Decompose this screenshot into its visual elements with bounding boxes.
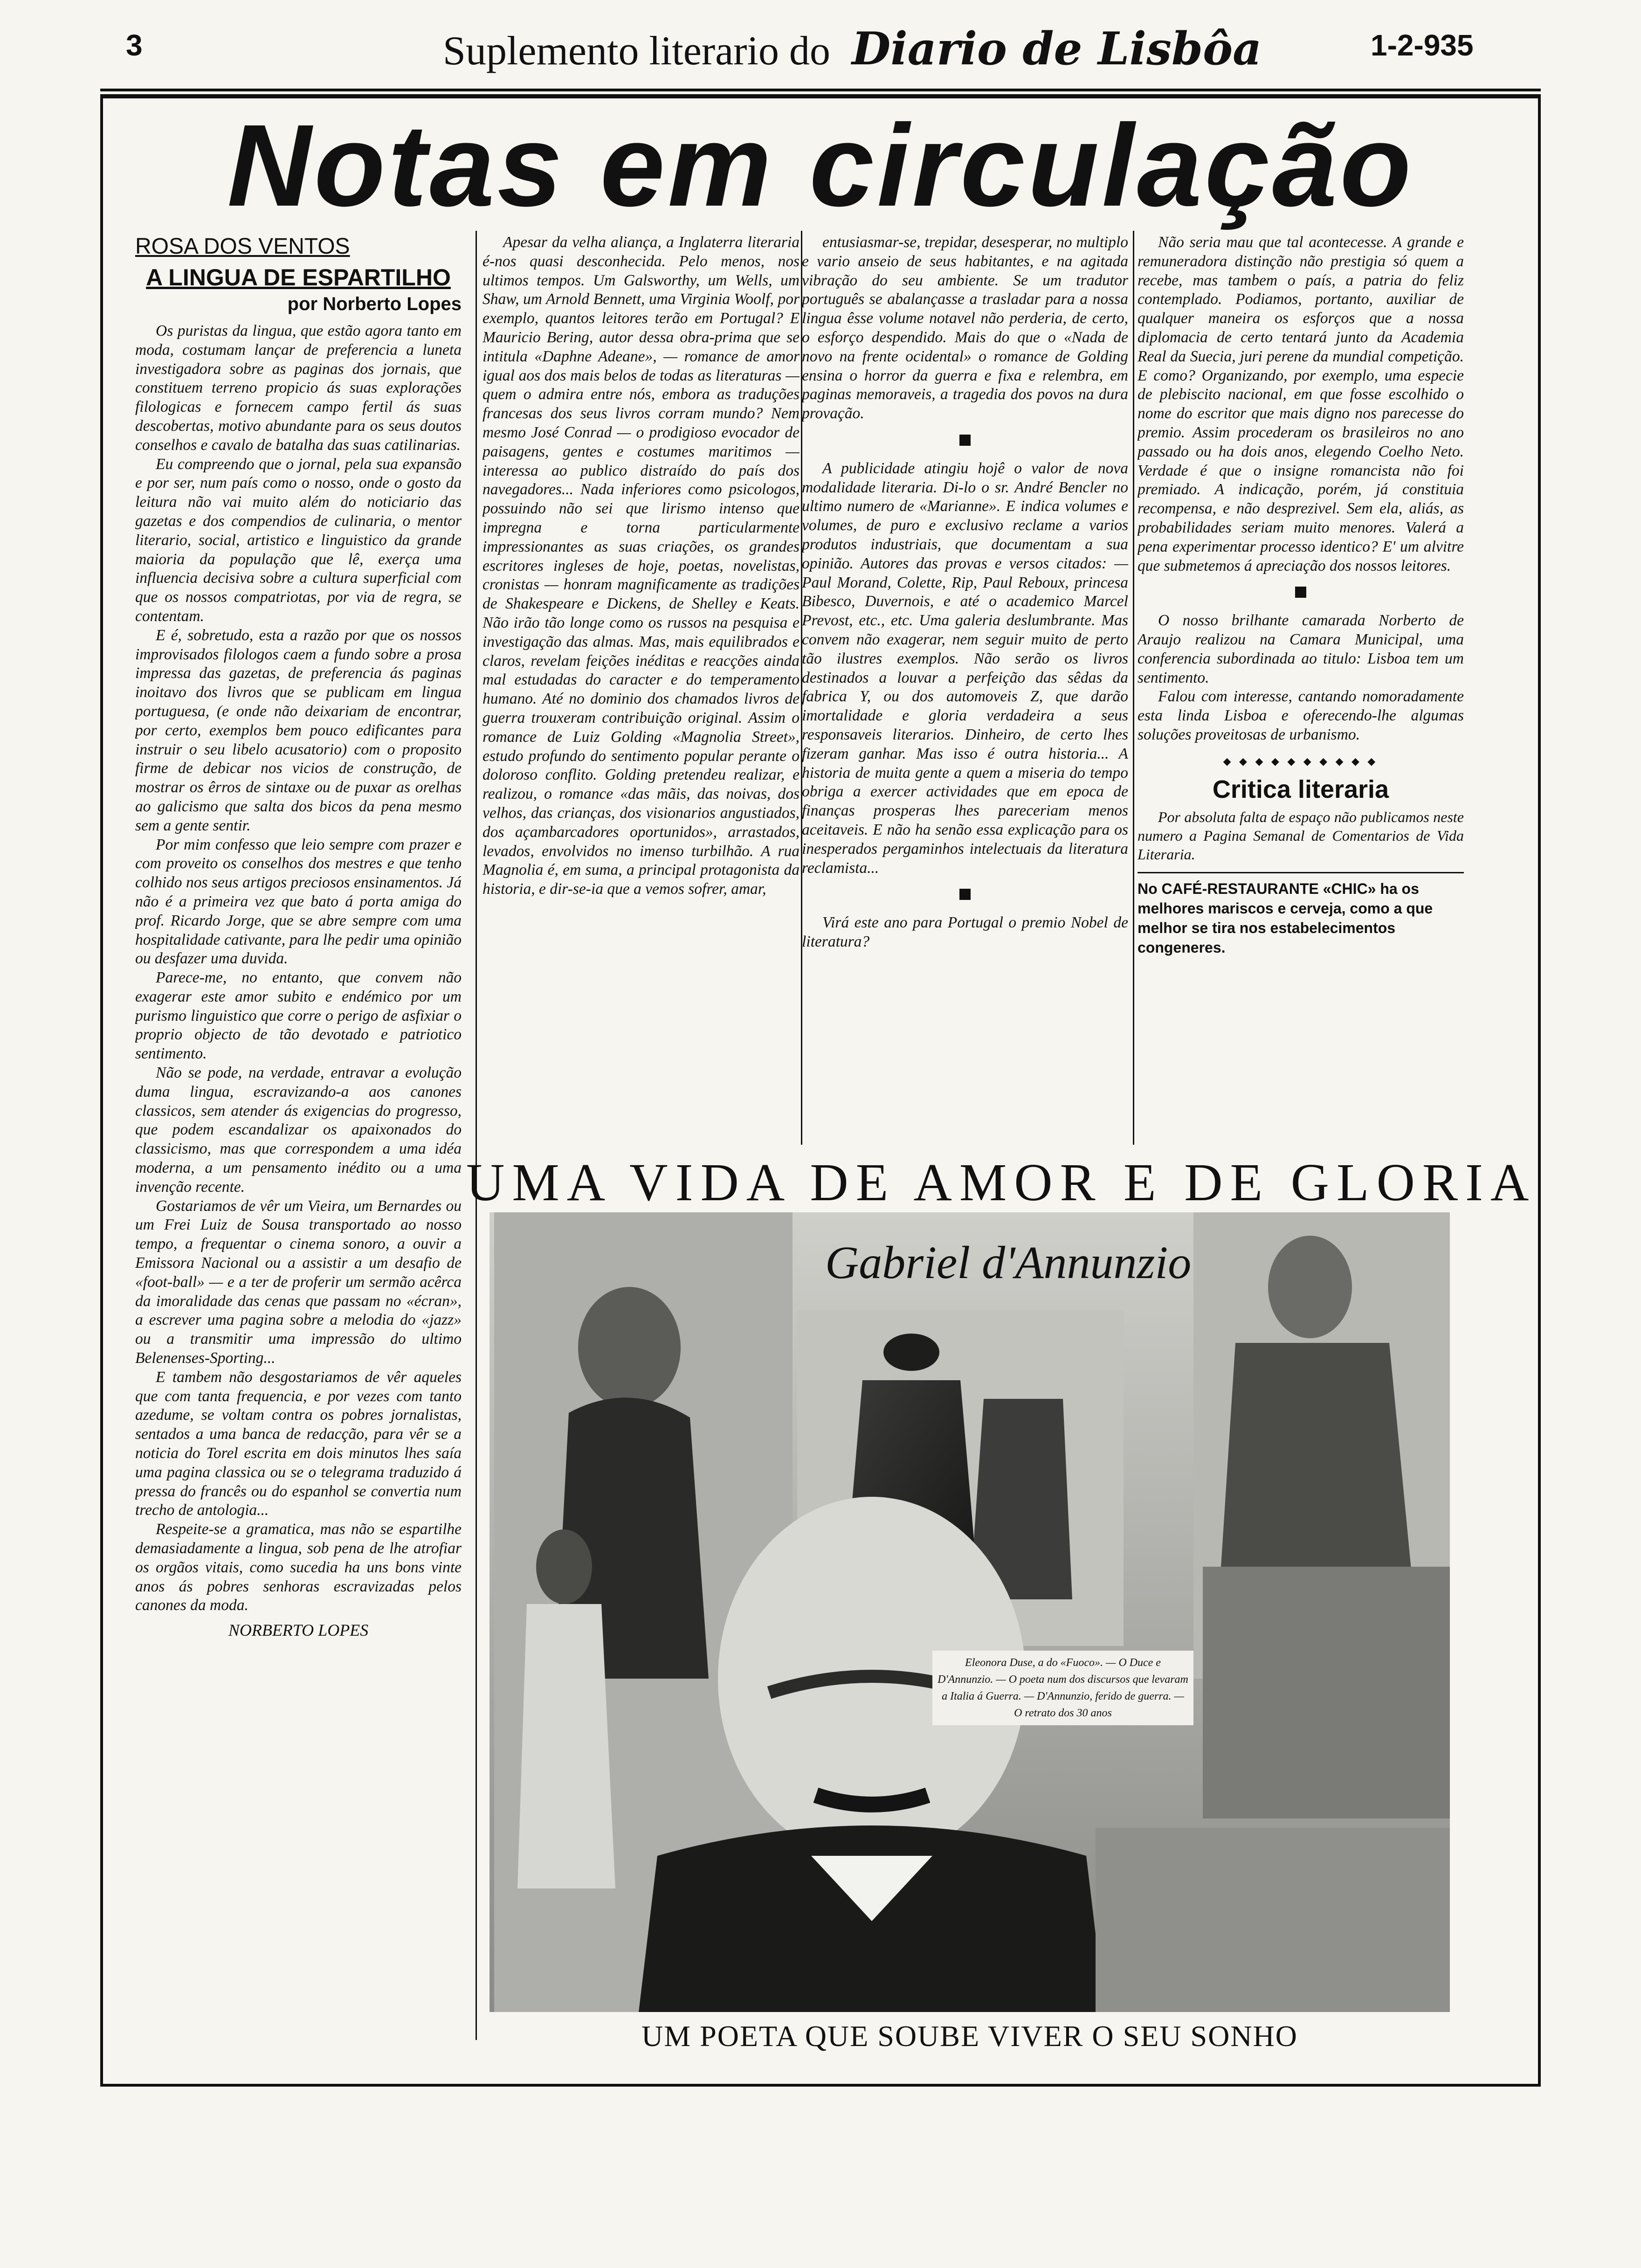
paragraph: Falou com interesse, cantando nomoradamente esta linda Lisboa e oferecendo-lhe algumas soluções proveitosas de urbanismo. — [1138, 688, 1464, 743]
paragraph: entusiasmar-se, trepidar, desesperar, no multiplo e vario anseio de seus habitantes, e na agitada vibração do seu ambiente. Se um tradutor português se abalançasse a trasladar para a nossa lingua êsse volume notavel não perderia, de certo, o esforço despendido. Mais do que o «Nada de novo na frente ocidental» o romance de Golding ensina o horror da guerra e fixa e relembra, em paginas memoraveis, a tragedia dos povos na dura provação. — [802, 234, 1128, 422]
page-headline: Notas em circulação — [227, 100, 1414, 230]
paragraph: Apesar da velha aliança, a Inglaterra literaria é-nos quasi desconhecida. Pelo menos, nos ultimos tempos. Um Galsworthy, um Wells, um Shaw, um Arnold Bennett, uma Virginia Woolf, por exemplo, quantos leitores terão em Portugal? E Mauricio Bering, autor dessa obra-prima que se intitula «Daphne Adeane», — romance de amor igual aos dos mais belos de todas as literaturas — quem o admira entre nós, embora as traduções francesas dos seus livros corram mundo? Nem mesmo José Conrad — o prodigioso evocador de paisagens, gentes e costumes maritimos — interessa ao publico distraído do país dos navegadores... Nada inferiores como psicologos, possuindo não sei que lirismo intenso que impregna e torna particularmente impressionantes as suas criações, os grandes escritores ingleses de hoje, poetas, novelistas, cronistas — honram magnificamente as tradições de Shakespeare e Dickens, de Shelley e Keats. Não irão tão longe como os russos na pesquisa e investigação das almas. Mas, mais equilibrados e claros, revelam feições inéditas e reacções ainda mal estudadas do caracter e do temperamento humano. Até no dominio dos chamados livros de guerra trouxeram contribuição original. Assim o romance de Luiz Golding «Magnolia Street», estudo profundo do sentimento popular perante o doloroso conflito. Golding pretendeu realizar, e realizou, o romance «das mãis, das noivas, dos velhos, das crianças, dos visionarios angustiados, dos açambarcadores oportunidos», arrastados, levados, envolvidos no imenso turbilhão. A rua Magnolia é, em suma, a principal protagonista da historia, e dir-se-ia que a vemos sofrer, amar, — [483, 234, 800, 898]
paragraph: A publicidade atingiu hojê o valor de nova modalidade literaria. Di-lo o sr. André Bencler no ultimo numero de «Marianne». E indica volumes e volumes, de puro e exclusivo reclame a varios produtos industriais, que documentam a sua opinião. Autores das provas e versos citados: — Paul Morand, Colette, Rip, Paul Reboux, princesa Bibesco, Duvernois, e até o academico Marcel Prevost, etc., etc. Uma galeria deslumbrante. Mas convem não exagerar, nem seguir muito de perto tão ilustres exemplos. Não serão os livros destinados a louvar a perfeição das sêdas da fabrica Y, ou dos automoveis Z, que darão imortalidade e gloria verdadeira a seus responsaveis literarios. Dinheiro, de certo lhes fizeram ganhar. Mas isso é outra historia... A historia de muita gente a quem a miseria do tempo obriga a exercer actividades que em epoca de finanças prosperas lhes pareceriam menos aceitaveis. E não ha senão essa explicação para os inesperados pergaminhos intelectuais da literatura reclamista... — [802, 459, 1128, 877]
section-kicker: ROSA DOS VENTOS — [135, 234, 350, 259]
paragraph: Por mim confesso que leio sempre com prazer e com proveito os conselhos dos mestres e que tenho colhido nos seus artigos preciosos ensinamentos. Já não é a primeira vez que bato á porta amiga do prof. Ricardo Jorge, que se abre sempre com uma hospitalidade cativante, para lhe pedir uma opinião ou desfazer uma duvida. — [135, 836, 462, 968]
duse-figure — [578, 1287, 681, 1408]
feature-title: UMA VIDA DE AMOR E DE GLORIA — [466, 1153, 1537, 1212]
article-signature: NORBERTO LOPES — [228, 1621, 369, 1640]
decorative-rule: ◆ ◆ ◆ ◆ ◆ ◆ ◆ ◆ ◆ ◆ — [1223, 755, 1379, 767]
section-separator — [802, 432, 1128, 451]
soldier-coat — [517, 1604, 615, 1888]
article-column-4 — [1138, 233, 1464, 1147]
paragraph: Parece-me, no entanto, que convem não exagerar este amor subito e endémico por um purismo linguistico que corre o perigo de asfixiar o proprio objecto de tão devotado e patriotico sentimento. — [135, 969, 462, 1063]
critica-notice: Por absoluta falta de espaço não publicamos neste numero a Pagina Semanal de Comentarios de Vida Literaria. — [1138, 808, 1464, 863]
paragraph: Eu compreendo que o jornal, pela sua expansão e por ser, num país como o nosso, onde o gosto da leitura não vai muito além do noticiario das gazetas e dos compendios de culinaria, o mentor literario, social, artistico e linguistico da grande maioria da população que lê, exerça uma influencia decisiva sobre a cultura superficial com que os nossos compatriotas, por via de regra, se contentam. — [135, 455, 462, 625]
article-column-1 — [135, 233, 462, 2042]
photo-collage — [490, 1212, 1450, 2012]
paragraph: Gostariamos de vêr um Vieira, um Bernardes ou um Frei Luiz de Sousa transportado ao nosso tempo, a frequentar o cinema sonoro, a ouvir a Emissora Nacional ou a assistir a um desafio de «foot-ball» — e a ter de proferir um sermão acêrca da imoralidade das cenas que passam no «écran», a escrever uma pagina sobre a melodia do «jazz» ou a transmitir uma impressão do ultimo Belenenses-Sporting... — [135, 1197, 462, 1367]
critica-title: Critica literaria — [1212, 775, 1389, 803]
issue-date: 1-2-935 — [1371, 28, 1474, 62]
poet-head-figure — [1268, 1236, 1352, 1338]
speech-photo-panel — [1203, 1567, 1450, 1819]
feature-subtitle: UM POETA QUE SOUBE VIVER O SEU SONHO — [641, 2019, 1298, 2053]
newspaper-name: Diario de Lisbôa — [851, 22, 1262, 75]
restaurant-advert: No CAFÉ-RESTAURANTE «CHIC» ha os melhores mariscos e cerveja, como a que melhor se tira nos estabelecimentos congeneres. — [1138, 872, 1464, 957]
collage-illustration — [490, 1212, 1450, 2012]
photo-title: Gabriel d'Annunzio — [825, 1237, 1192, 1288]
paragraph: E é, sobretudo, esta a razão por que os nossos improvisados filologos caem a fundo sobre a prosa impressa das gazetas, de preferencia ás paginas inoitavo dos livros que se publicam em lingua portuguesa, (e onde não deixariam de encontrar, por certo, exemplos bem pouco edificantes para instruir o seu libelo acusatorio) com o proposito firme de debicar nos vicios de construção, de mostrar os êrros de sintaxe ou de puxar as orelhas ao galicismo que salta dos bicos da pena mesmo sem a gente sentir. — [135, 626, 462, 834]
paragraph: Respeite-se a gramatica, mas não se espartilhe demasiadamente a lingua, sob pena de lhe atrofiar os orgãos vitais, como sucedia ha uns bons vinte anos ás pobres senhoras escravizadas pelos canones da moda. — [135, 1521, 462, 1614]
supplement-label: Suplemento literario do — [443, 28, 830, 74]
section-separator — [802, 886, 1128, 905]
article-column-2 — [483, 233, 800, 1147]
portrait-moustache — [816, 1795, 928, 1805]
article-byline: por Norberto Lopes — [287, 294, 462, 314]
column-rule — [1133, 231, 1134, 1145]
paragraph: E tambem não desgostariamos de vêr aqueles que com tanta frequencia, e por vezes com tanto azedume, se voltam contra os pobres jornalistas, sentados a uma banca de redacção, para vêr se a noticia do Torel escrita em dois minutos lhes saía uma pagina classica ou se o telegrama traduzido á pressa do francês ou do espanhol se convertia num trecho de antologia... — [135, 1368, 462, 1519]
paragraph: Não seria mau que tal acontecesse. A grande e remuneradora distinção não prestigia só quem a recebe, mas tambem o país, a patria do feliz contemplado. Podiamos, portanto, auxiliar de qualquer maneira os esforços que a nossa diplomacia de certo tentará junto da Academia Real da Suecia, juri perene da mundial competição. E como? Organizando, por exemplo, uma especie de plebiscito nacional, em que fosse escolhido o nome do escritor que mais digno nos parecesse do premio. Assim procederam os brasileiros no ano passado ou ha dois anos, elegendo Coelho Neto. Verdade é que o insigne romancista não foi premiado. A indicação, porém, já constituia recompensa, e não desprezivel. Sem ela, aliás, as probabilidades seriam muito menores. Valerá a pena experimentar processo identico? E' um alvitre que submetemos á apreciação dos nossos leitores. — [1138, 234, 1464, 574]
soldier-figure — [536, 1529, 592, 1604]
running-head — [443, 22, 1262, 75]
hat-figure — [883, 1334, 939, 1371]
rooftops-photo-panel — [1096, 1828, 1450, 2012]
article-title: A LINGUA DE ESPARTILHO — [146, 264, 451, 290]
paragraph: Os puristas da lingua, que estão agora tanto em moda, costumam lançar de preferencia a luneta investigadora sobre as paginas dos jornais, que constituem terreno propicio ás suas explorações filologicas e fornecem campo fertil ás suas descobertas, motivo abundante para os seus doutos conselhos e cavalo de batalha das suas catilinarias. — [135, 322, 462, 454]
paragraph: O nosso brilhante camarada Norberto de Araujo realizou na Camara Municipal, uma conferencia subordinada ao titulo: Lisboa tem um sentimento. — [1138, 612, 1464, 686]
column-rule — [476, 231, 477, 2040]
paragraph: Não se pode, na verdade, entravar a evolução duma lingua, escravizando-a aos canones classicos, sem atender ás exigencias do progresso, que podem escandalizar os apaixonados do classicismo, mas que correspondem a uma idéa moderna, a um pensamento inédito ou a uma invenção recente. — [135, 1064, 462, 1196]
photo-caption: Eleonora Duse, a do «Fuoco». — O Duce e D'Annunzio. — O poeta num dos discursos que levaram a Italia á Guerra. — D'Annunzio, ferido de guerra. — O retrato dos 30 anos — [932, 1651, 1193, 1725]
paragraph: Virá este ano para Portugal o premio Nobel de literatura? — [802, 914, 1128, 950]
page-number: 3 — [126, 28, 143, 62]
article-column-3 — [802, 233, 1128, 1147]
section-separator — [1138, 584, 1464, 603]
header-rule — [100, 89, 1541, 96]
